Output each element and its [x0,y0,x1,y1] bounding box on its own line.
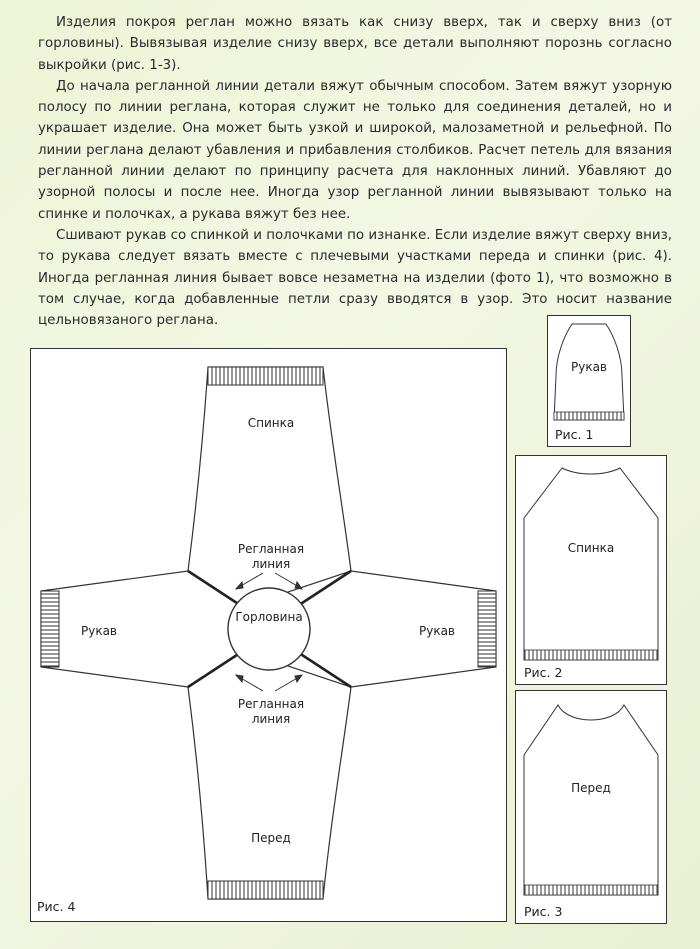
back-ribbing [208,367,323,385]
neckline-circle [228,588,310,670]
figure-1-label: Рукав [570,360,608,374]
right-sleeve-label: Рукав [418,624,456,638]
back-shape [524,468,658,660]
left-sleeve-ribbing [41,591,59,667]
figure-1-drawing [548,316,630,446]
front-label: Перед [251,831,291,845]
right-sleeve-ribbing [478,591,496,667]
back-label: Спинка [247,416,295,430]
figure-4-drawing [31,349,506,921]
left-sleeve-label: Рукав [80,624,118,638]
paragraph-3: Сшивают рукав со спинкой и полочками по изнанке. Если изделие вяжут сверху вниз, то рукава следует вязать вместе с плечевыми участками переда и спинки (рис. 4). Иногда регланная линия бывает вовсе незаметна на изделии (фото 1), что возможно в том случае, когда добавленные петли сразу вводятся в узор. Это носит название цельновязаного реглана. [38,227,672,329]
back-piece [188,367,351,607]
figure-3 [515,690,667,924]
raglan-bottom-label-1: Регланная [237,697,305,711]
figure-1 [547,315,631,447]
neckline-label: Горловина [235,610,303,624]
front-hem-ribbing [524,885,658,895]
figure-1-caption: Рис. 1 [555,427,594,442]
raglan-bottom-label-2: линия [251,712,291,726]
body-text [38,12,672,331]
figure-2-drawing [516,456,666,684]
figure-2 [515,455,667,685]
figure-4 [30,348,507,922]
figure-2-label: Спинка [567,541,615,555]
raglan-top-label-2: линия [251,557,291,571]
paragraph-2: До начала регланной линии детали вяжут обычным способом. Затем вяжут узорную полосу по линии реглана, которая служит не только для соединения деталей, но и украшает изделие. Она может быть узкой и широкой, малозаметной и рельефной. По линии реглана делают убавления и прибавления столбиков. Расчет петель для вязания регланной линии делают по принципу расчета для наклонных линий. Убавляют до узорной полосы и после нее. Иногда узор регланной линии вывязывают только на спинке и полочках, а рукава вяжут без нее. [38,78,672,222]
raglan-top-label-1: Регланная [237,542,305,556]
front-piece [188,651,351,899]
figure-3-drawing [516,691,666,923]
back-hem-ribbing [524,650,658,660]
figure-3-label: Перед [571,781,611,795]
sleeve-ribbing [554,412,624,420]
figure-2-caption: Рис. 2 [524,665,563,680]
front-ribbing [208,881,323,899]
front-shape [524,705,658,895]
paragraph-1: Изделия покроя реглан можно вязать как снизу вверх, так и сверху вниз (от горловины). Вывязывая изделие снизу вверх, все детали выполняют порознь согласно выкройки (рис. 1-3). [38,15,672,73]
figure-4-caption: Рис. 4 [37,899,76,914]
figure-3-caption: Рис. 3 [524,904,563,919]
